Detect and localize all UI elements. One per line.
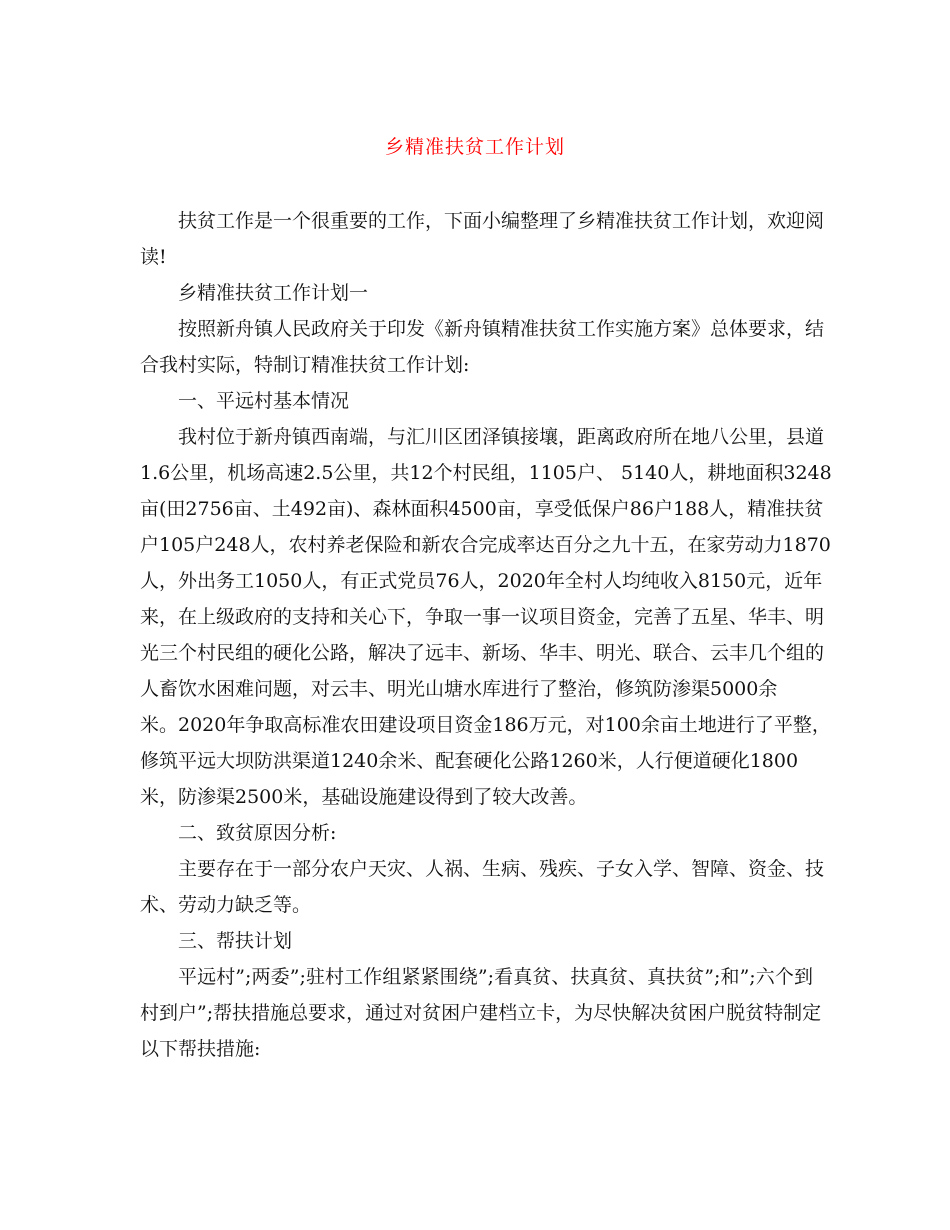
document-title: 乡精准扶贫工作计划 — [384, 136, 565, 158]
paragraph-line: 米，防渗渠2500米，基础设施建设得到了较大改善。 — [140, 786, 588, 808]
paragraph-line: 人，外出务工1050人，有正式党员76人，2020年全村人均纯收入8150元，近年 — [140, 570, 823, 592]
paragraph-line: 读! — [140, 246, 167, 268]
section-heading: 三、帮扶计划 — [178, 930, 293, 952]
paragraph-line: 修筑平远大坝防洪渠道1240余米、配套硬化公路1260米，人行便道硬化1800 — [140, 750, 799, 772]
paragraph-line: 人畜饮水困难问题，对云丰、明光山塘水库进行了整治，修筑防渗渠5000余 — [140, 678, 778, 700]
paragraph-line: 以下帮扶措施: — [140, 1038, 261, 1060]
paragraph-line: 户105户248人，农村养老保险和新农合完成率达百分之九十五，在家劳动力1870 — [140, 534, 831, 556]
paragraph-line: 1.6公里，机场高速2.5公里，共12个村民组，1105户、 5140人，耕地面积3248 — [140, 462, 832, 484]
section-heading: 乡精准扶贫工作计划一 — [178, 282, 369, 304]
paragraph-line: 米。2020年争取高标准农田建设项目资金186万元，对100余亩土地进行了平整， — [140, 714, 831, 736]
paragraph-line: 合我村实际，特制订精准扶贫工作计划: — [140, 354, 470, 376]
document-body — [140, 203, 832, 1067]
paragraph-line: 村到户”;帮扶措施总要求，通过对贫困户建档立卡，为尽快解决贫困户脱贫特制定 — [140, 1002, 822, 1024]
paragraph-line: 术、劳动力缺乏等。 — [140, 894, 312, 916]
section-heading: 二、致贫原因分析: — [178, 822, 337, 844]
paragraph-line: 平远村”;两委”;驻村工作组紧紧围绕”;看真贫、扶真贫、真扶贫”;和”;六个到 — [178, 966, 813, 988]
paragraph-line: 我村位于新舟镇西南端，与汇川区团泽镇接壤，距离政府所在地八公里，县道 — [178, 426, 825, 448]
paragraph-line: 光三个村民组的硬化公路，解决了远丰、新场、华丰、明光、联合、云丰几个组的 — [140, 642, 825, 664]
paragraph-line: 亩(田2756亩、土492亩)、森林面积4500亩，享受低保户86户188人，精准扶贫 — [140, 498, 824, 520]
paragraph-line: 扶贫工作是一个很重要的工作，下面小编整理了乡精准扶贫工作计划，欢迎阅 — [178, 210, 825, 232]
section-heading: 一、平远村基本情况 — [178, 390, 350, 412]
paragraph-line: 主要存在于一部分农户天灾、人祸、生病、残疾、子女入学、智障、资金、技 — [178, 858, 825, 880]
paragraph-line: 来，在上级政府的支持和关心下，争取一事一议项目资金，完善了五星、华丰、明 — [140, 606, 825, 628]
paragraph-line: 按照新舟镇人民政府关于印发《新舟镇精准扶贫工作实施方案》总体要求，结 — [178, 318, 825, 340]
